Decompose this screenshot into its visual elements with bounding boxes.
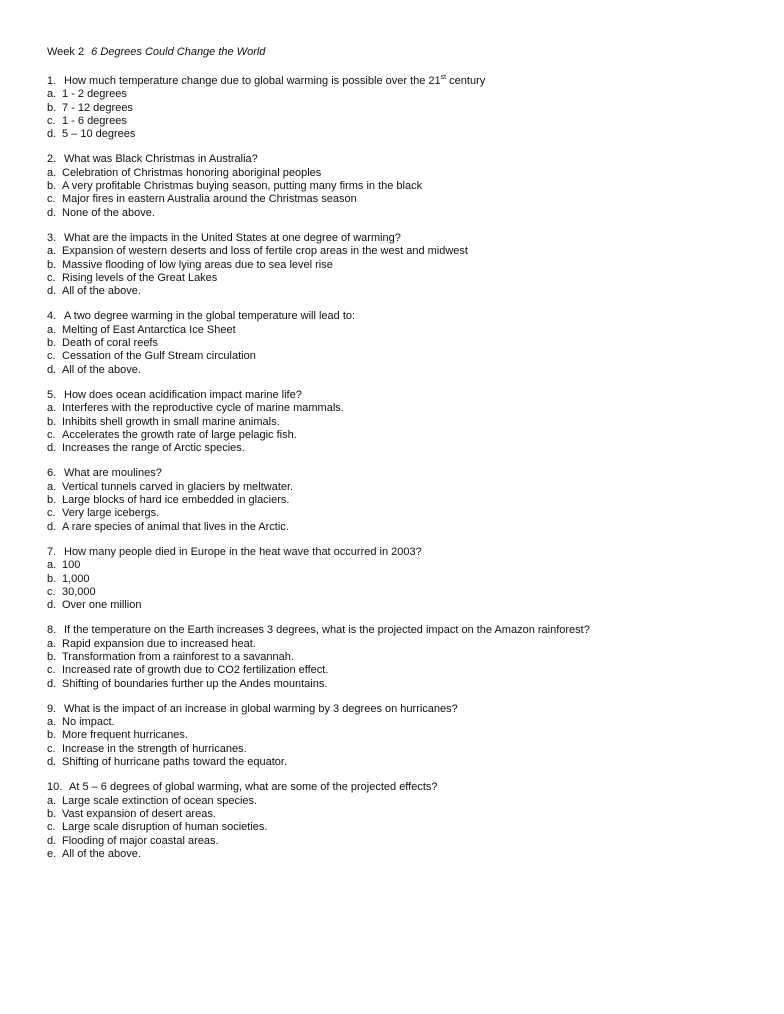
question-7 [47, 546, 747, 612]
option-text: All of the above. [62, 363, 141, 376]
option-letter: b. [47, 494, 57, 507]
option-text: Very large icebergs. [62, 507, 160, 520]
document-title: 6 Degrees Could Change the World [91, 46, 266, 58]
question-number: 1. [47, 75, 57, 87]
answer-option [47, 573, 747, 586]
option-letter: d. [47, 363, 57, 376]
option-letter: c. [47, 664, 56, 677]
answer-option [47, 835, 747, 848]
option-text: A very profitable Christmas buying season, putting many firms in the black [62, 180, 423, 193]
question-text [47, 703, 747, 716]
quiz-page [47, 45, 747, 873]
question-number: 9. [47, 702, 57, 715]
option-text: Large blocks of hard ice embedded in glaciers. [62, 494, 290, 507]
option-letter: b. [47, 415, 57, 428]
option-text: Inhibits shell growth in small marine animals. [62, 415, 280, 428]
question-number: 5. [47, 388, 57, 401]
option-letter: a. [47, 480, 57, 493]
answer-option [47, 678, 747, 691]
question-9 [47, 703, 747, 769]
option-text: 5 – 10 degrees [62, 128, 136, 141]
option-text: 1 - 2 degrees [62, 88, 127, 101]
answer-option [47, 337, 747, 350]
answer-option [47, 521, 747, 534]
question-number: 4. [47, 310, 57, 323]
answer-option [47, 821, 747, 834]
question-4 [47, 310, 747, 376]
question-number: 6. [47, 467, 57, 480]
option-letter: b. [47, 572, 57, 585]
option-letter: a. [47, 166, 57, 179]
option-letter: a. [47, 402, 57, 415]
answer-option [47, 481, 747, 494]
option-text: All of the above. [62, 285, 141, 298]
option-letter: c. [47, 271, 56, 284]
option-text: All of the above. [62, 847, 141, 860]
question-1 [47, 75, 747, 141]
option-text: Shifting of hurricane paths toward the equator. [62, 756, 288, 769]
question-8 [47, 624, 747, 690]
question-text-main: What are the impacts in the United States at one degree of warming? [64, 231, 401, 244]
question-text-tail: century [446, 75, 486, 87]
answer-option [47, 729, 747, 742]
question-2 [47, 153, 747, 219]
option-text: Increase in the strength of hurricanes. [62, 742, 247, 755]
option-text: Interferes with the reproductive cycle of marine mammals. [62, 402, 344, 415]
option-letter: a. [47, 88, 57, 101]
option-text: 100 [62, 559, 81, 572]
option-letter: c. [47, 193, 56, 206]
question-number: 8. [47, 624, 57, 637]
question-text-main: How does ocean acidification impact marine life? [64, 388, 302, 401]
answer-option [47, 808, 747, 821]
option-letter: c. [47, 585, 56, 598]
question-10 [47, 781, 747, 861]
answer-option [47, 115, 747, 128]
option-text: Major fires in eastern Australia around the Christmas season [62, 193, 357, 206]
option-letter: d. [47, 756, 57, 769]
answer-option [47, 207, 747, 220]
answer-option [47, 743, 747, 756]
option-letter: d. [47, 520, 57, 533]
question-text [47, 624, 747, 637]
question-number: 3. [47, 231, 57, 244]
answer-option [47, 259, 747, 272]
option-letter: d. [47, 442, 57, 455]
answer-option [47, 180, 747, 193]
question-text-main: A two degree warming in the global temperature will lead to: [64, 310, 356, 323]
option-letter: c. [47, 114, 56, 127]
question-text [47, 389, 747, 402]
option-letter: b. [47, 807, 57, 820]
option-text: 1 - 6 degrees [62, 114, 127, 127]
option-text: None of the above. [62, 206, 155, 219]
answer-option [47, 651, 747, 664]
option-text: Increased rate of growth due to CO2 fertilization effect. [62, 664, 329, 677]
option-letter: b. [47, 258, 57, 271]
option-letter: d. [47, 599, 57, 612]
question-text [47, 153, 747, 166]
question-text-main: At 5 – 6 degrees of global warming, what are some of the projected effects? [69, 781, 438, 794]
answer-option [47, 599, 747, 612]
option-letter: b. [47, 337, 57, 350]
answer-option [47, 285, 747, 298]
answer-option [47, 102, 747, 115]
answer-option [47, 364, 747, 377]
answer-option [47, 494, 747, 507]
answer-option [47, 324, 747, 337]
option-letter: c. [47, 350, 56, 363]
answer-option [47, 638, 747, 651]
question-6 [47, 467, 747, 533]
option-letter: a. [47, 245, 57, 258]
question-text-main: If the temperature on the Earth increases 3 degrees, what is the projected impact on the Amazon rainforest? [64, 624, 590, 637]
option-letter: c. [47, 821, 56, 834]
question-text [47, 546, 747, 559]
option-text: Flooding of major coastal areas. [62, 834, 219, 847]
question-text-main: How many people died in Europe in the heat wave that occurred in 2003? [64, 545, 422, 558]
option-text: Over one million [62, 599, 142, 612]
option-text: Accelerates the growth rate of large pelagic fish. [62, 428, 297, 441]
answer-option [47, 795, 747, 808]
option-text: Vast expansion of desert areas. [62, 807, 216, 820]
answer-option [47, 756, 747, 769]
question-text-main: What was Black Christmas in Australia? [64, 153, 258, 166]
option-text: Rapid expansion due to increased heat. [62, 637, 256, 650]
question-text [47, 75, 747, 88]
option-letter: d. [47, 206, 57, 219]
answer-option [47, 128, 747, 141]
question-text [47, 467, 747, 480]
option-text: Melting of East Antarctica Ice Sheet [62, 323, 236, 336]
answer-option [47, 429, 747, 442]
answer-option [47, 442, 747, 455]
question-text [47, 310, 747, 323]
answer-option [47, 402, 747, 415]
option-text: Death of coral reefs [62, 337, 158, 350]
option-text: No impact. [62, 716, 115, 729]
question-text-main: What are moulines? [64, 467, 162, 480]
option-text: Large scale extinction of ocean species. [62, 794, 258, 807]
answer-option [47, 272, 747, 285]
option-text: 7 - 12 degrees [62, 101, 133, 114]
question-text-main: How much temperature change due to global warming is possible over the 21 [64, 75, 441, 87]
answer-option [47, 88, 747, 101]
option-text: A rare species of animal that lives in the Arctic. [62, 520, 289, 533]
option-letter: c. [47, 428, 56, 441]
ordinal-superscript: st [440, 74, 447, 81]
option-letter: a. [47, 716, 57, 729]
option-text: Transformation from a rainforest to a savannah. [62, 650, 294, 663]
answer-option [47, 848, 747, 861]
question-text-main: What is the impact of an increase in global warming by 3 degrees on hurricanes? [64, 702, 458, 715]
question-text [47, 781, 747, 794]
answer-option [47, 664, 747, 677]
option-letter: c. [47, 742, 56, 755]
option-letter: b. [47, 729, 57, 742]
answer-option [47, 507, 747, 520]
option-letter: a. [47, 637, 57, 650]
option-text: Expansion of western deserts and loss of fertile crop areas in the west and midwest [62, 245, 468, 258]
page-heading [47, 45, 747, 59]
option-text: Cessation of the Gulf Stream circulation [62, 350, 256, 363]
option-text: Celebration of Christmas honoring aboriginal peoples [62, 166, 322, 179]
option-text: More frequent hurricanes. [62, 729, 188, 742]
option-text: Large scale disruption of human societies. [62, 821, 268, 834]
question-number: 10. [47, 781, 63, 794]
option-letter: a. [47, 323, 57, 336]
option-letter: d. [47, 128, 57, 141]
question-text [47, 232, 747, 245]
option-letter: b. [47, 650, 57, 663]
option-letter: c. [47, 507, 56, 520]
option-text: 1,000 [62, 572, 90, 585]
option-letter: b. [47, 180, 57, 193]
option-text: Massive flooding of low lying areas due to sea level rise [62, 258, 333, 271]
option-letter: a. [47, 794, 57, 807]
option-letter: d. [47, 834, 57, 847]
option-text: Increases the range of Arctic species. [62, 442, 245, 455]
option-letter: d. [47, 285, 57, 298]
question-3 [47, 232, 747, 298]
answer-option [47, 716, 747, 729]
answer-option [47, 167, 747, 180]
option-letter: b. [47, 101, 57, 114]
question-5 [47, 389, 747, 455]
option-text: 30,000 [62, 585, 96, 598]
answer-option [47, 350, 747, 363]
question-number: 2. [47, 153, 57, 166]
answer-option [47, 193, 747, 206]
week-label: Week 2 [47, 46, 85, 58]
answer-option [47, 245, 747, 258]
answer-option [47, 559, 747, 572]
option-text: Shifting of boundaries further up the Andes mountains. [62, 677, 328, 690]
option-text: Rising levels of the Great Lakes [62, 271, 218, 284]
option-letter: a. [47, 559, 57, 572]
option-text: Vertical tunnels carved in glaciers by meltwater. [62, 480, 294, 493]
answer-option [47, 586, 747, 599]
answer-option [47, 416, 747, 429]
question-number: 7. [47, 545, 57, 558]
option-letter: d. [47, 677, 57, 690]
option-letter: e. [47, 847, 57, 860]
